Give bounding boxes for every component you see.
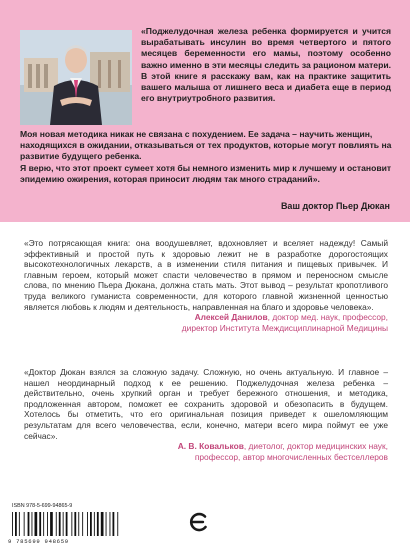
review-author-position: директор Института Междисциплинарной Медицины	[181, 322, 388, 333]
barcode-bar	[66, 512, 68, 536]
barcode-bar	[117, 512, 118, 536]
author-method-text	[20, 129, 392, 185]
barcode-bar	[101, 512, 104, 536]
barcode-bar	[90, 512, 92, 536]
barcode-icon	[8, 512, 124, 538]
barcode-digits: 9 785699 948659	[8, 538, 69, 545]
barcode-bar	[50, 512, 53, 536]
barcode-bar	[24, 512, 25, 536]
barcode-bar	[94, 512, 95, 536]
barcode-bar	[35, 512, 38, 536]
barcode-bar	[71, 512, 72, 536]
barcode-bar	[28, 512, 30, 536]
barcode-bar	[74, 512, 76, 536]
barcode-bar	[32, 512, 33, 536]
isbn-label: ISBN 978-5-699-94865-9	[12, 503, 73, 509]
barcode-bar	[15, 512, 17, 536]
review-author	[24, 441, 388, 462]
author-quote-panel	[0, 0, 410, 222]
barcode-bar	[12, 512, 13, 536]
intro-quote-paragraph-1: «Поджелудочная железа ребенка формируется и учится вырабатывать инсулин во время четвертого и пятого месяцев беременности его мамы, поэтому особенно важно именно в эти месяцы следить за рационом матери.	[141, 26, 392, 70]
review-author-name: Алексей Данилов	[194, 312, 268, 323]
barcode-bar	[56, 512, 57, 536]
barcode-bar	[110, 512, 111, 536]
review-text: «Доктор Дюкан взялся за сложную задачу. Сложную, но очень актуальную. И главное – нашел неординарный подход к ее решению. Поджелудочная железа ребенка – действительно, очень хрупкий орган и требует бережного отношения, и методика, продложенная автором, поможет ее сохранить здоровой и обезопасить в будущем. Хотелось бы отметить, что его оригинальная позиция приведет к ошеломляющим результатам для всего человечества, если, конечно, матери всего мира поймут ее уже сейчас».	[24, 367, 388, 441]
barcode-bar	[59, 512, 61, 536]
barcode-bar	[63, 512, 64, 536]
barcode-bar	[19, 512, 20, 536]
barcode-bar	[113, 512, 115, 536]
barcode-bar	[97, 512, 99, 536]
barcode-bar	[47, 512, 48, 536]
method-paragraph: Моя новая методика никак не связана с похудением. Ее задача – научить женщин, находящихся в ожидании, отказываться от тех продуктов, которые могут повлиять на развитие будущего ребенка.	[20, 129, 392, 162]
review-author-position: профессор, автор многочисленных бестселлеров	[194, 451, 388, 462]
barcode-bar	[87, 512, 88, 536]
barcode-bar	[78, 512, 79, 536]
barcode-bar	[39, 512, 41, 536]
review-danilov	[24, 238, 388, 333]
barcode-bar	[106, 512, 107, 536]
review-author-name: А. В. Ковальков	[177, 441, 244, 452]
belief-paragraph: Я верю, что этот проект сумеет хотя бы немного изменить мир к лучшему и остановит эпидемию ожирения, которая приносит людям так много страданий».	[20, 162, 392, 184]
author-photo	[20, 30, 132, 125]
author-signature: Ваш доктор Пьер Дюкан	[280, 201, 390, 211]
review-author-credentials: , диетолог, доктор медицинских наук,	[243, 441, 388, 452]
reviews-section	[0, 222, 410, 545]
barcode-bar	[43, 512, 44, 536]
eksmo-e-logo-icon	[188, 511, 210, 533]
review-kovalkov	[24, 367, 388, 462]
intro-quote-paragraph-2: В этой книге я расскажу вам, как на практике защитить вашего малыша от лишнего веса и диабета еще в период его внутриутробного развития.	[141, 70, 391, 104]
barcode-bar	[82, 512, 83, 536]
review-text: «Это потрясающая книга: она воодушевляет, вдохновляет и вселяет надежду! Самый эффективный и простой путь к здоровью лежит не в разработке дорогостоящих высокотехнологичных лекарств, а в изменении стиля питания и пищевых привычек. И главным героем, который может спасти человечество в прямом и переносном смысле слова, по мнению Пьера Дюкана, должна стать мать. Этот вывод – результат кропотливого труда великого гуманиста современности, для которого главной жизненной ценностью является любовь к людям и деятельность, направленная на благо и здоровье человека».	[24, 238, 388, 312]
review-author-credentials: , доктор мед. наук, профессор,	[267, 312, 388, 323]
author-intro-quote	[141, 26, 391, 104]
review-author	[24, 312, 388, 333]
